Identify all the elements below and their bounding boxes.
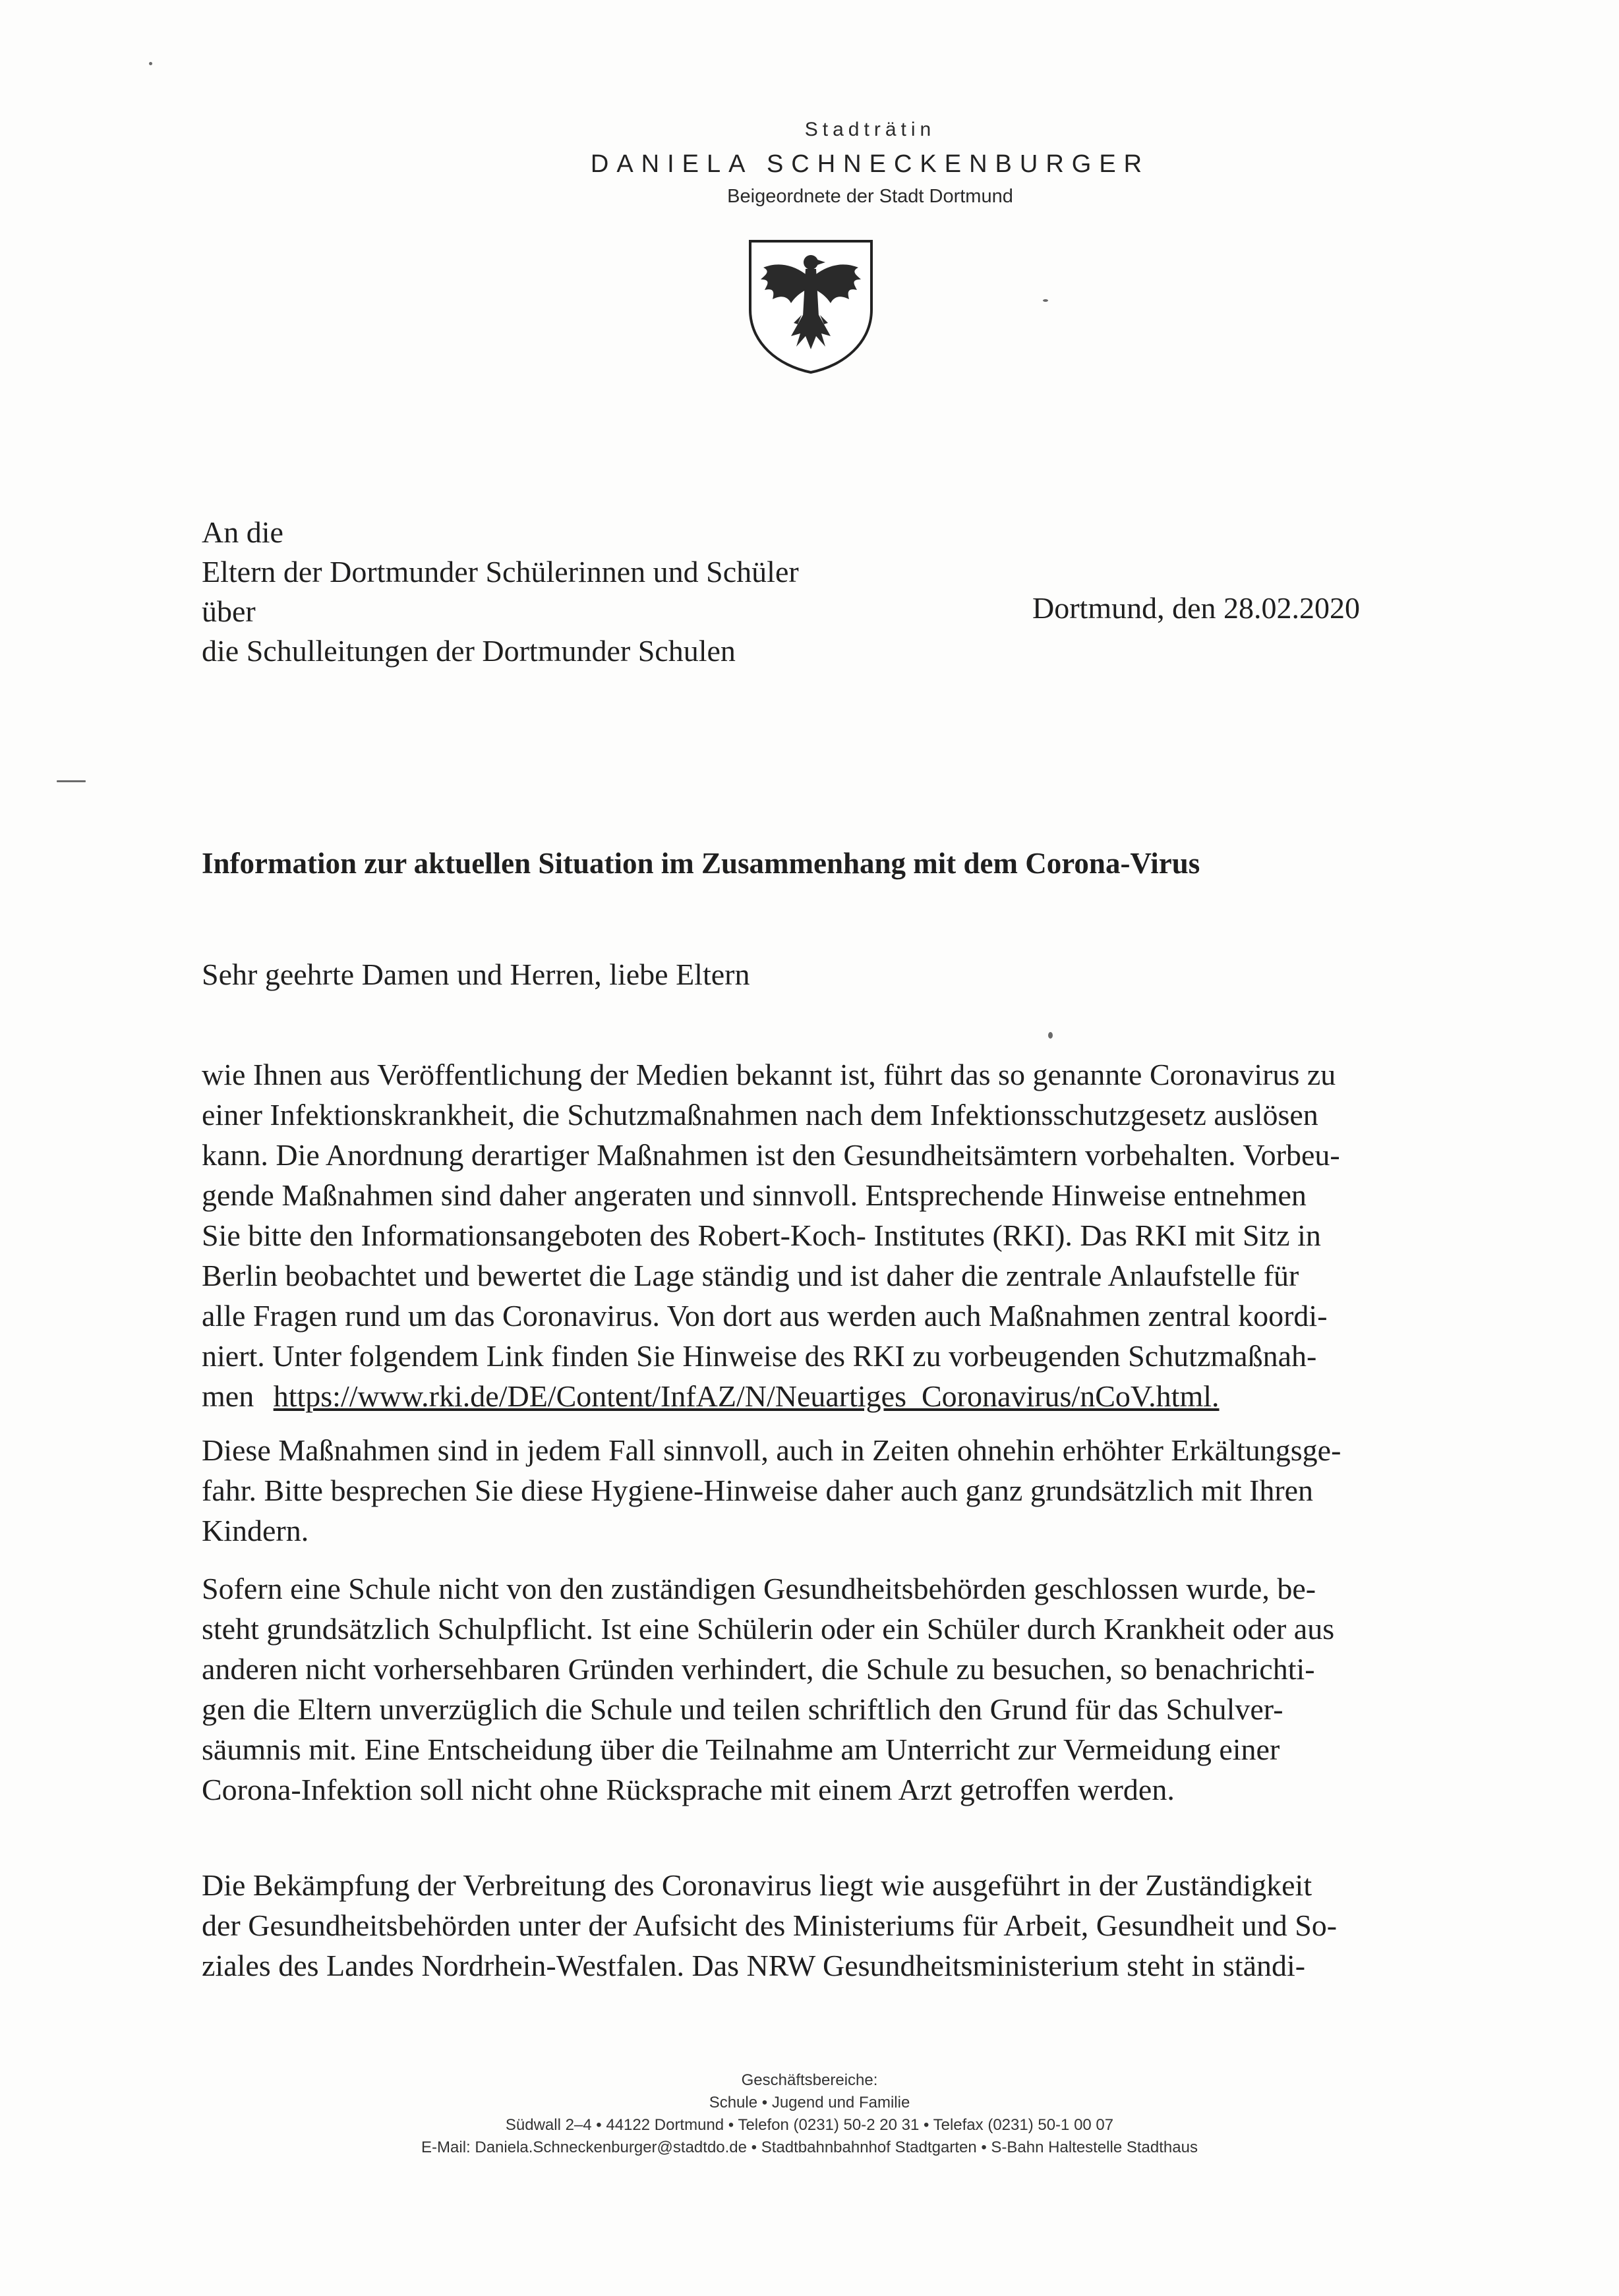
text-line-prefix: men [202,1379,254,1413]
text-line: fahr. Bitte besprechen Sie diese Hygiene-Hinweise daher auch ganz grundsätzlich mit Ihren [202,1474,1314,1507]
paragraph-zustaendigkeit [202,1865,1388,1986]
rki-link[interactable]: https://www.rki.de/DE/Content/InfAZ/N/Neuartiges_Coronavirus/nCoV.html. [273,1379,1220,1413]
letter-footer [0,2069,1619,2159]
text-line: Diese Maßnahmen sind in jedem Fall sinnvoll, auch in Zeiten ohnehin erhöhter Erkältungsge- [202,1433,1341,1467]
address-line: An die [202,515,283,549]
text-line: alle Fragen rund um das Coronavirus. Von dort aus werden auch Maßnahmen zentral koordi- [202,1299,1328,1333]
text-line: Kindern. [202,1514,309,1547]
text-line: Berlin beobachtet und bewertet die Lage ständig und ist daher die zentrale Anlaufstelle für [202,1259,1299,1292]
scan-speck [149,62,152,65]
recipient-address [202,513,799,671]
footer-line: Geschäftsbereiche: [741,2071,878,2089]
text-line: säumnis mit. Eine Entscheidung über die Teilnahme am Unterricht zur Vermeidung einer [202,1733,1280,1766]
salutation: Sehr geehrte Damen und Herren, liebe Eltern [202,958,750,991]
sender-role: Stadträtin [804,119,936,140]
scan-speck [1043,299,1048,302]
paragraph-hygiene [202,1430,1388,1551]
footer-line: Südwall 2–4 • 44122 Dortmund • Telefon (0231) 50-2 20 31 • Telefax (0231) 50-1 00 07 [505,2116,1114,2134]
address-line: Eltern der Dortmunder Schülerinnen und Schüler [202,555,799,588]
text-line: gen die Eltern unverzüglich die Schule und teilen schriftlich den Grund für das Schulver- [202,1692,1283,1726]
text-line: steht grundsätzlich Schulpflicht. Ist eine Schülerin oder ein Schüler durch Krankheit oder aus [202,1612,1335,1646]
text-line: anderen nicht vorhersehbaren Gründen verhindert, die Schule zu besuchen, so benachrichti- [202,1652,1315,1686]
paragraph-schulpflicht [202,1568,1388,1810]
text-line: Corona-Infektion soll nicht ohne Rücksprache mit einem Arzt getroffen werden. [202,1773,1175,1806]
footer-line: E-Mail: Daniela.Schneckenburger@stadtdo.de • Stadtbahnbahnhof Stadtgarten • S-Bahn Haltestelle Stadthaus [421,2138,1198,2156]
text-line: kann. Die Anordnung derartiger Maßnahmen ist den Gesundheitsämtern vorbehalten. Vorbeu- [202,1138,1340,1172]
text-line [202,1376,1388,1416]
sender-name: DANIELA SCHNECKENBURGER [590,150,1150,178]
text-line: gende Maßnahmen sind daher angeraten und sinnvoll. Entsprechende Hinweise entnehmen [202,1178,1307,1212]
paragraph-coronavirus-info [202,1054,1388,1416]
text-line: einer Infektionskrankheit, die Schutzmaßnahmen nach dem Infektionsschutzgesetz auslösen [202,1098,1318,1132]
text-line: der Gesundheitsbehörden unter der Aufsicht des Ministeriums für Arbeit, Gesundheit und So- [202,1909,1338,1942]
scan-speck [1048,1032,1053,1039]
letter-date: Dortmund, den 28.02.2020 [1032,591,1361,625]
text-line: niert. Unter folgendem Link finden Sie Hinweise des RKI zu vorbeugenden Schutzmaßnah- [202,1339,1317,1373]
text-line: Sie bitte den Informationsangeboten des Robert-Koch- Institutes (RKI). Das RKI mit Sitz in [202,1219,1321,1252]
text-line: Sofern eine Schule nicht von den zuständigen Gesundheitsbehörden geschlossen wurde, be- [202,1572,1316,1605]
text-line: wie Ihnen aus Veröffentlichung der Medien bekannt ist, führt das so genannte Coronavirus zu [202,1058,1336,1091]
address-line: über [202,594,256,628]
dortmund-eagle-crest-icon [745,237,877,376]
letter-subject: Information zur aktuellen Situation im Zusammenhang mit dem Corona-Virus [202,847,1200,880]
scan-speck [57,780,86,782]
text-line: Die Bekämpfung der Verbreitung des Coronavirus liegt wie ausgeführt in der Zuständigkeit [202,1868,1312,1902]
sender-position: Beigeordnete der Stadt Dortmund [727,186,1013,207]
text-line: ziales des Landes Nordrhein-Westfalen. Das NRW Gesundheitsministerium steht in ständi- [202,1949,1306,1982]
footer-line: Schule • Jugend und Familie [709,2094,910,2111]
address-line: die Schulleitungen der Dortmunder Schulen [202,634,736,668]
